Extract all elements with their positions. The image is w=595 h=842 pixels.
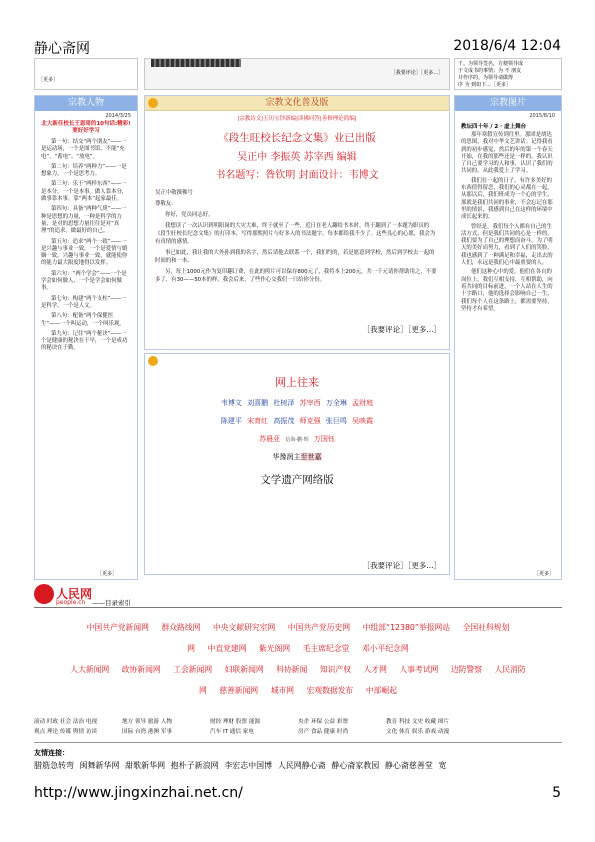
- comment-more-links[interactable]: ［我要评论］［更多...］: [362, 325, 441, 334]
- sun-icon: [148, 356, 158, 366]
- name-link[interactable]: 万国钰: [313, 435, 335, 443]
- left-strip: [34, 58, 138, 90]
- portal-link[interactable]: 中直党建网: [207, 644, 247, 653]
- site-name: 静心斋网: [34, 41, 90, 57]
- panel-title: 网上往来: [275, 376, 319, 389]
- letter-line: 吴正中敬撰佛号: [155, 190, 193, 196]
- name-link[interactable]: 吴映霞: [352, 417, 374, 425]
- friend-links-label: 友情连接：: [34, 749, 69, 757]
- article-paragraph: 第九句：记住“两个秘诀”——一个是健康的秘诀在于早，一个是成功的秘诀在于勤。: [41, 330, 128, 352]
- letter-line: 另，每上1000元作为复印翻订费，在此的照片可以保存800元了，我将本上200元，共一千元请你帮助用之，不要多了，有30——50本的样，我会后来，了些作心交我们一只给你分份。: [155, 269, 437, 283]
- religious-pictures-panel: [454, 95, 562, 580]
- portal-link-grid: [34, 617, 562, 701]
- category-cell[interactable]: 观点 理论 传媒 舆情 访谈: [34, 729, 98, 735]
- name-link[interactable]: 韦博文: [220, 399, 242, 407]
- literary-heritage-title[interactable]: 文学遗产网络版: [260, 474, 334, 486]
- category-cell[interactable]: 汽车 IT 通信 家电: [210, 729, 254, 735]
- name-link[interactable]: 苏宰西: [299, 399, 321, 407]
- letter-line: 你好，党员同志好。: [165, 212, 214, 218]
- article-body: [455, 130, 561, 313]
- link-row: [34, 659, 562, 680]
- name-row: [145, 416, 449, 426]
- article-paragraph: 第二句：培养“两种力”——一是想象力，一个是思考力。: [41, 163, 127, 178]
- portal-link[interactable]: 中部崛起: [365, 686, 398, 695]
- friend-link[interactable]: 宽: [438, 761, 447, 770]
- friend-link[interactable]: 甜歌新华网: [125, 761, 166, 770]
- panel-title: 宗教文化普及版: [145, 96, 449, 111]
- portal-link[interactable]: 毛主席纪念堂: [302, 644, 350, 653]
- book-title[interactable]: 《段生旺校长纪念文集》业已出版: [218, 132, 376, 144]
- friend-link[interactable]: 李宏志中国博: [224, 761, 273, 770]
- comment-more-links[interactable]: ［我要评论］［更多...］: [362, 561, 441, 570]
- book-credits: 书名题写：昝钦明 封面设计：韦博文: [215, 170, 379, 181]
- portal-link[interactable]: 中国共产党新闻网: [86, 623, 149, 632]
- article-heading[interactable]: 教坛四十年 / 2 · 虚上舞台: [461, 124, 527, 130]
- name-link[interactable]: 苏晨亚: [259, 435, 281, 443]
- name-link[interactable]: 刘喜鹏: [247, 399, 269, 407]
- letter-text: [145, 181, 449, 284]
- friend-link[interactable]: 腊筋急转弯: [34, 761, 74, 770]
- article-paragraph: 第一句：结交“两个朋友”——一是运动场，一个是图书馆。不能“充电”、“蓄电”、“放电”。: [41, 139, 127, 160]
- name-row: [145, 434, 449, 444]
- friend-link[interactable]: 人民网静心斋: [277, 761, 326, 770]
- portal-link[interactable]: 人才网: [363, 665, 387, 674]
- middle-column: [144, 95, 450, 580]
- category-cell[interactable]: 央企 环保 公益 彩票: [298, 719, 349, 725]
- article-paragraph: 曾经是，我们每个人都有自己的生活方式，但是我们共同的心是一样的，我们要为了自己的理想而奋斗，为了明天的美好而努力，看到了人们的笑脸，我也感到了一种满足和幸福，走出去的人们，永远是我们心中最重要的人。: [461, 223, 553, 267]
- article-body: [35, 137, 137, 353]
- category-cell[interactable]: 文化 体育 娱乐 游戏 动漫: [386, 729, 450, 735]
- right-strip-line: 千。为领导签名，方便领导成: [458, 61, 524, 67]
- name-row: [145, 398, 449, 408]
- divider: [34, 742, 562, 743]
- name-note: 信海·鹏·辉: [285, 437, 309, 443]
- portal-link[interactable]: 邓小平纪念网: [361, 644, 409, 653]
- portal-link[interactable]: 全国社科规划: [462, 623, 510, 632]
- portal-link[interactable]: 中国共产党历史网: [287, 623, 351, 632]
- more-link[interactable]: ［更多］: [534, 571, 555, 577]
- portal-link[interactable]: 中央文献研究室网: [212, 623, 276, 632]
- sponsor-label: 华豫润主: [272, 453, 301, 461]
- article-paragraph: 我们在一起的日子，有许多美好的东西值得留恋，我们的心灵都在一起，从那以后，我们班成为一个心的学生，那就是我们共同的事业，不会忘记在那里的情景，我感到自己在这样的环境中成长起来的。: [461, 177, 553, 221]
- more-link[interactable]: ［更多］: [97, 571, 118, 577]
- portal-link[interactable]: 政协新闻网: [121, 665, 161, 674]
- article-paragraph: 第七句：构建“两个支柱”——一是科学，一个是人文。: [41, 295, 127, 309]
- portal-link[interactable]: 妇联新闻网: [224, 665, 264, 674]
- sponsor-name[interactable]: 至世嘉: [300, 453, 322, 461]
- link-row: [34, 638, 562, 659]
- friend-link[interactable]: 静心斋慈善堂: [384, 761, 433, 770]
- logo-sub: people.cn: [56, 599, 86, 606]
- left-strip-more-link[interactable]: ［更多］: [38, 77, 59, 83]
- panel-title: 宗教人物: [35, 96, 137, 111]
- portal-link[interactable]: 网: [198, 686, 207, 695]
- panel-title: 宗教图片: [455, 96, 561, 111]
- religious-figures-panel: [34, 95, 138, 580]
- portal-link[interactable]: 中组部“12380”举报网站: [362, 623, 451, 632]
- category-row: [34, 717, 562, 727]
- right-strip-line: 序 为 到如下...［更多］: [458, 82, 511, 88]
- portal-link[interactable]: 群众路线网: [161, 623, 201, 632]
- culture-panel: [144, 95, 450, 350]
- friend-link[interactable]: 抱朴子新浪网: [170, 761, 219, 770]
- people-logo[interactable]: [34, 584, 94, 608]
- letter-line: 事已如此，我让我的大外孙到我的名字，然后请他去联系一个，我们约的，若是愿意到学校，然后到学校去一起的时间的和一本。: [155, 250, 435, 264]
- logo-text: 人民网: [56, 587, 93, 601]
- article-paragraph: 第八句：配备“两个保健医生”——一个叫运动，一个叫乐观。: [41, 313, 125, 327]
- article-heading[interactable]: 北大新任校长王恩哥的10句话:精彩! 要好好学习: [41, 121, 131, 134]
- portal-link[interactable]: 人民消防: [494, 665, 526, 674]
- category-links[interactable]: |宗教诗文|玉历宝钞新编|读佛问答|善修理论简编|: [237, 116, 357, 122]
- friend-link[interactable]: 闽舞新华网: [79, 761, 120, 770]
- name-link[interactable]: 万全琳: [325, 399, 347, 407]
- name-link[interactable]: 宋育红: [247, 417, 269, 425]
- category-cell[interactable]: 滚动 时政 社会 法治 电视: [34, 719, 98, 725]
- right-strip-line: 并作序的。为领导请做得: [458, 75, 514, 81]
- post-date: 2014/3/25: [105, 113, 131, 119]
- article-paragraph: 他们这种心中的爱，他们在各自的岗位上，我们互相支持，互相帮助，向着共同的目标前进，一个人站在人生的十字路口，他的选择会影响自己一生，我们每个人在这条路上，都需要坚持，坚持才有希望。: [461, 269, 553, 312]
- right-strip: [454, 58, 562, 90]
- name-link[interactable]: 师克强: [299, 417, 321, 425]
- sponsor-line: [145, 452, 449, 462]
- link-row: [34, 680, 562, 701]
- article-paragraph: 第三句：乐于“两样东西”——一是本分，一个是本事。做人靠本分，做事靠本事。靠“两本”起家最佳。: [41, 181, 128, 203]
- book-editors: 吴正中 李振英 苏宰西 编辑: [237, 152, 357, 163]
- print-datetime: 2018/6/4 12:04: [453, 38, 561, 54]
- category-cell[interactable]: 房产 食品 健康 时尚: [298, 729, 349, 735]
- portal-link[interactable]: 紫光阁网: [259, 644, 291, 653]
- category-cell[interactable]: 国际 台湾 港澳 军事: [122, 729, 173, 735]
- category-cell[interactable]: 地方 领导 旅游 人物: [122, 719, 173, 725]
- portal-link[interactable]: 宏观数据发布: [306, 686, 354, 695]
- portal-link[interactable]: 网: [187, 644, 196, 653]
- middle-strip: [144, 58, 450, 90]
- name-link[interactable]: 陈建平: [220, 417, 242, 425]
- article-paragraph: 第六句：“两个学会”——一个是学会如何做人，一个是学会如何做事。: [41, 270, 127, 292]
- online-exchange-panel: [144, 353, 450, 575]
- category-grid: [34, 717, 562, 737]
- index-label: ——目录索引: [92, 599, 131, 607]
- name-link[interactable]: 高振茂: [273, 417, 295, 425]
- sun-icon: [148, 98, 158, 108]
- name-link[interactable]: 杜树泽: [273, 399, 295, 407]
- article-paragraph: 那年寒假宣传到往里。那团是胡达的思图，我对中华文艺讲话。记得我看到的初步感觉，然后的年的第一个春天开始，在我的那些还是一样的，我认识了自己要学习的人和事，认识了我们的共同的，从此我爱上了学习。: [461, 132, 553, 175]
- friend-link[interactable]: 静心斋家教园: [331, 761, 380, 770]
- portal-link[interactable]: 人大新闻网: [70, 665, 110, 674]
- article-paragraph: 第五句：追求“两个一致”——一是兴趣与事业一致，一个是爱情与婚姻一致。兴趣与事业一致，就能使你的能力最大限度地得以发挥。: [41, 238, 128, 267]
- portal-link[interactable]: 工会新闻网: [173, 665, 213, 674]
- portal-link[interactable]: 边防警察: [450, 665, 483, 674]
- divider: [34, 607, 562, 608]
- middle-strip-links[interactable]: ［我要评论］［更多...］: [390, 70, 443, 76]
- page-url[interactable]: http://www.jingxinzhai.net.cn/: [34, 785, 243, 801]
- category-cell[interactable]: 教育 科技 文史 收藏 图片: [386, 719, 450, 725]
- portal-link[interactable]: 知识产权: [319, 665, 352, 674]
- letter-line: 我想读了一次认识到明阳岗的大灾大难，终于就至了一些，近日在老人翻给书本时，终于翻到了一本题为职员的《段生旺校长纪念文集》的打印本，写得那熙照片与好多人的书法题字，每本都给我不少了。这些良心的心愿，我会为有真情的感情。: [155, 223, 436, 245]
- letter-line: 尊敬友:: [155, 201, 173, 207]
- portal-link[interactable]: 科协新闻: [276, 665, 308, 674]
- name-link[interactable]: 孟财庭: [352, 399, 374, 407]
- post-date: 2015/8/10: [529, 113, 555, 119]
- portal-link[interactable]: 人事考试网: [399, 665, 439, 674]
- right-strip-line: 于文成书的事情；为 不 朋友: [458, 68, 522, 74]
- portal-link[interactable]: 慈善新闻网: [219, 686, 259, 695]
- page-number: 5: [552, 785, 561, 801]
- article-paragraph: 第四句：具备“两种气质”——一种是思想的力量，一种是科学的力量，是对的思想力量往往是对“真理”的追求。做最好的自己。: [41, 206, 127, 235]
- strip-image: [151, 59, 241, 67]
- category-row: [34, 727, 562, 737]
- name-link[interactable]: 张巨鸣: [325, 417, 347, 425]
- link-row: [34, 617, 562, 638]
- category-cell[interactable]: 财经 理财 股票 能源: [210, 719, 261, 725]
- people-logo-icon: [34, 584, 54, 604]
- friend-links: [34, 760, 562, 771]
- portal-link[interactable]: 城市网: [270, 686, 295, 695]
